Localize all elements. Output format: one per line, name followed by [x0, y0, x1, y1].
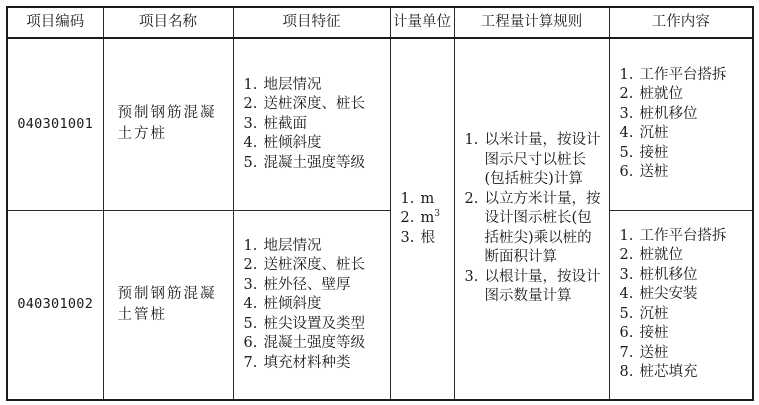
list-item — [620, 266, 749, 286]
list-number: 3. — [619, 105, 634, 122]
list-number: 4. — [243, 296, 258, 312]
list-number: 1. — [619, 227, 634, 244]
table-row — [7, 38, 753, 210]
list-item — [244, 115, 386, 135]
list-number: 3. — [243, 115, 258, 132]
list-number: 3. — [619, 266, 634, 283]
list-item — [620, 344, 749, 364]
work-text: 桩芯填充 — [639, 364, 698, 381]
rule-text: 以立方米计量，按设计图示桩长(包括桩尖)乘以桩的断面积计算 — [484, 190, 601, 266]
list-item — [244, 334, 386, 354]
list-number: 6. — [619, 164, 634, 181]
list-item — [465, 268, 603, 307]
list-number: 4. — [619, 286, 634, 303]
list-number: 2. — [619, 247, 634, 264]
work-text: 桩机移位 — [639, 105, 698, 122]
list-number: 1. — [619, 66, 634, 83]
list-number: 4. — [243, 135, 258, 151]
feature-text: 桩外径、壁厚 — [263, 276, 351, 293]
rule-text: 以米计量，按设计图示尺寸以桩长(包括桩尖)计算 — [484, 132, 601, 188]
list-number: 2. — [243, 96, 258, 112]
list-item — [244, 154, 386, 174]
work-list — [620, 66, 749, 183]
list-item — [620, 105, 749, 125]
work-text: 工作平台搭拆 — [639, 66, 727, 83]
list-item — [620, 324, 749, 344]
header-features: 项目特征 — [233, 7, 390, 38]
list-item — [401, 209, 450, 229]
list-item — [465, 190, 603, 268]
item-work-cell — [609, 38, 753, 210]
list-item — [620, 285, 749, 305]
feature-text: 桩截面 — [263, 115, 307, 132]
unit-list — [401, 190, 450, 249]
list-item — [620, 124, 749, 144]
table-row — [7, 210, 753, 400]
feature-text: 混凝土强度等级 — [263, 335, 365, 351]
list-item — [620, 144, 749, 164]
list-item — [620, 163, 749, 183]
header-code: 项目编码 — [7, 7, 103, 38]
feature-text: 桩倾斜度 — [263, 135, 322, 151]
work-text: 接桩 — [639, 144, 669, 161]
work-text: 桩机移位 — [639, 266, 698, 283]
list-item — [244, 95, 386, 115]
work-text: 送桩 — [639, 344, 669, 361]
list-number: 3. — [400, 229, 415, 246]
rules-list — [465, 131, 603, 307]
unit-text: m — [420, 190, 435, 207]
list-number: 5. — [243, 315, 258, 332]
work-text: 桩就位 — [639, 247, 683, 264]
work-text: 送桩 — [639, 164, 669, 181]
list-number: 1. — [243, 237, 258, 254]
rules-cell — [454, 38, 609, 400]
list-item — [465, 131, 603, 190]
feature-text: 地层情况 — [263, 76, 322, 93]
list-item — [244, 276, 386, 296]
list-number: 2. — [619, 86, 634, 103]
work-text: 沉桩 — [639, 125, 669, 142]
work-text: 接桩 — [639, 325, 669, 342]
unit-cell — [390, 38, 454, 400]
list-item — [401, 190, 450, 210]
item-name: 预制钢筋混凝土管桩 — [103, 210, 233, 400]
list-item — [620, 246, 749, 266]
work-list — [620, 227, 749, 383]
list-number: 5. — [619, 144, 634, 161]
list-item — [244, 237, 386, 257]
list-number: 1. — [464, 132, 479, 149]
list-number: 1. — [400, 190, 415, 207]
list-item — [244, 315, 386, 335]
list-item — [244, 354, 386, 374]
work-text: 沉桩 — [639, 305, 669, 322]
features-list — [244, 76, 386, 174]
header-row — [7, 7, 753, 38]
item-work-cell — [609, 210, 753, 400]
features-list — [244, 237, 386, 374]
list-number: 7. — [243, 354, 258, 371]
list-item — [401, 229, 450, 249]
list-item — [620, 363, 749, 383]
header-unit: 计量单位 — [390, 7, 454, 38]
feature-text: 桩倾斜度 — [263, 296, 322, 312]
list-number: 4. — [619, 125, 634, 142]
unit-base: m — [420, 210, 435, 227]
feature-text: 桩尖设置及类型 — [263, 315, 365, 332]
item-code: 040301002 — [7, 210, 103, 400]
list-item — [620, 66, 749, 86]
list-number: 7. — [619, 344, 634, 361]
header-name: 项目名称 — [103, 7, 233, 38]
list-number: 2. — [243, 257, 258, 273]
list-number: 3. — [243, 276, 258, 293]
item-code: 040301001 — [7, 38, 103, 210]
list-item — [244, 76, 386, 96]
feature-text: 送桩深度、桩长 — [263, 96, 365, 112]
work-text: 工作平台搭拆 — [639, 227, 727, 244]
header-rules: 工程量计算规则 — [454, 7, 609, 38]
feature-text: 混凝土强度等级 — [263, 154, 365, 171]
item-name: 预制钢筋混凝土方桩 — [103, 38, 233, 210]
work-text: 桩尖安装 — [639, 286, 698, 303]
unit-text-cubic — [421, 209, 440, 229]
list-number: 5. — [243, 154, 258, 171]
list-number: 5. — [619, 305, 634, 322]
item-features-cell — [233, 38, 390, 210]
item-features-cell — [233, 210, 390, 400]
header-work: 工作内容 — [609, 7, 753, 38]
feature-text: 送桩深度、桩长 — [263, 257, 365, 273]
list-item — [244, 295, 386, 315]
feature-text: 填充材料种类 — [263, 354, 351, 371]
list-item — [244, 134, 386, 154]
list-item — [620, 227, 749, 247]
list-number: 8. — [619, 364, 634, 381]
list-number: 2. — [400, 210, 415, 227]
list-item — [620, 305, 749, 325]
work-text: 桩就位 — [639, 86, 683, 103]
list-number: 2. — [464, 190, 479, 207]
rule-text: 以根计量，按设计图示数量计算 — [484, 268, 601, 305]
list-item — [244, 256, 386, 276]
list-number: 6. — [619, 325, 634, 342]
pile-spec-table — [6, 6, 754, 401]
unit-text: 根 — [420, 229, 435, 246]
unit-exponent: 3 — [434, 209, 440, 220]
list-number: 3. — [464, 268, 479, 285]
list-number: 1. — [243, 76, 258, 93]
feature-text: 地层情况 — [263, 237, 322, 254]
list-item — [620, 85, 749, 105]
list-number: 6. — [243, 335, 258, 351]
